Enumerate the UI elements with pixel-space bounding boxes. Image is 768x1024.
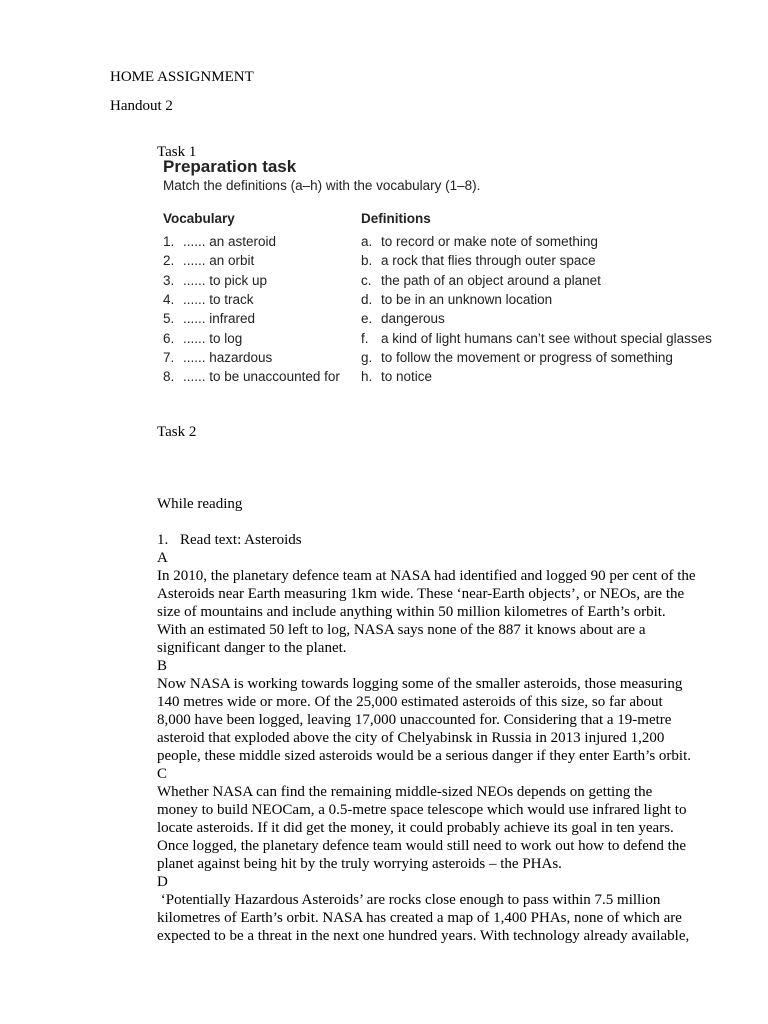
text-line: ‘Potentially Hazardous Asteroids’ are rocks close enough to pass within 7.5 million xyxy=(157,892,661,908)
text-line: 8,000 have been logged, leaving 17,000 unaccounted for. Considering that a 19-metre xyxy=(157,712,672,728)
definition-item: d. to be in an unknown location xyxy=(361,292,553,307)
definition-item: c. the path of an object around a planet xyxy=(361,273,601,288)
vocab-item: 1. ...... an asteroid xyxy=(163,234,277,249)
text-line: 140 metres wide or more. Of the 25,000 estimated asteroids of this size, so far about xyxy=(157,694,663,710)
text-line: people, these middle sized asteroids would be a serious danger if they enter Earth’s orbit. xyxy=(157,748,692,764)
definition-item: a. to record or make note of something xyxy=(361,234,598,249)
text-line: Now NASA is working towards logging some of the smaller asteroids, those measuring xyxy=(157,676,683,692)
text-line: Once logged, the planetary defence team would still need to work out how to defend the xyxy=(157,838,686,854)
text-line: In 2010, the planetary defence team at NASA had identified and logged 90 per cent of the xyxy=(157,568,696,584)
document-subtitle: Handout 2 xyxy=(110,98,173,114)
paragraph-marker: A xyxy=(157,550,168,566)
task2-label: Task 2 xyxy=(157,424,197,440)
preparation-task-instruction: Match the definitions (a–h) with the vocabulary (1–8). xyxy=(163,178,481,193)
text-line: With an estimated 50 left to log, NASA says none of the 887 it knows about are a xyxy=(157,622,646,638)
vocab-item: 5. ...... infrared xyxy=(163,311,256,326)
definition-item: b. a rock that flies through outer space xyxy=(361,253,596,268)
vocab-item: 2. ...... an orbit xyxy=(163,253,255,268)
vocab-item: 7. ...... hazardous xyxy=(163,350,273,365)
reading-text xyxy=(157,531,727,945)
while-reading-label: While reading xyxy=(157,496,243,512)
text-line: significant danger to the planet. xyxy=(157,640,347,656)
text-line: locate asteroids. If it did get the money, it could probably achieve its goal in ten years. xyxy=(157,820,674,836)
paragraph-marker: C xyxy=(157,766,168,782)
definition-item: g. to follow the movement or progress of something xyxy=(361,350,673,365)
paragraph-marker: D xyxy=(157,874,168,890)
vocab-item: 6. ...... to log xyxy=(163,331,243,346)
vocab-item: 8. ...... to be unaccounted for xyxy=(163,369,340,384)
definition-item: e. dangerous xyxy=(361,311,445,326)
definition-item: f. a kind of light humans can’t see without special glasses xyxy=(361,331,712,346)
text-line: asteroid that exploded above the city of Chelyabinsk in Russia in 2013 injured 1,200 xyxy=(157,730,665,746)
vocab-item: 3. ...... to pick up xyxy=(163,273,268,288)
text-line: Asteroids near Earth measuring 1km wide. These ‘near-Earth objects’, or NEOs, are the xyxy=(157,586,685,602)
text-line: Whether NASA can find the remaining middle-sized NEOs depends on getting the xyxy=(157,784,653,800)
task1-label: Task 1 xyxy=(157,144,197,160)
definition-item: h. to notice xyxy=(361,369,433,384)
document-title: HOME ASSIGNMENT xyxy=(110,69,254,85)
vocab-item: 4. ...... to track xyxy=(163,292,254,307)
text-line: size of mountains and include anything within 50 million kilometres of Earth’s orbit. xyxy=(157,604,666,620)
text-line: expected to be a threat in the next one hundred years. With technology already available, xyxy=(157,928,690,944)
reading-list-item: 1. Read text: Asteroids xyxy=(157,532,302,548)
vocabulary-heading: Vocabulary xyxy=(163,211,235,226)
text-line: kilometres of Earth’s orbit. NASA has created a map of 1,400 PHAs, none of which are xyxy=(157,910,682,926)
text-line: planet against being hit by the truly worrying asteroids – the PHAs. xyxy=(157,856,562,872)
preparation-task-title: Preparation task xyxy=(163,157,297,176)
text-line: money to build NEOCam, a 0.5-metre space telescope which would use infrared light to xyxy=(157,802,687,818)
definitions-heading: Definitions xyxy=(361,211,431,226)
paragraph-marker: B xyxy=(157,658,168,674)
